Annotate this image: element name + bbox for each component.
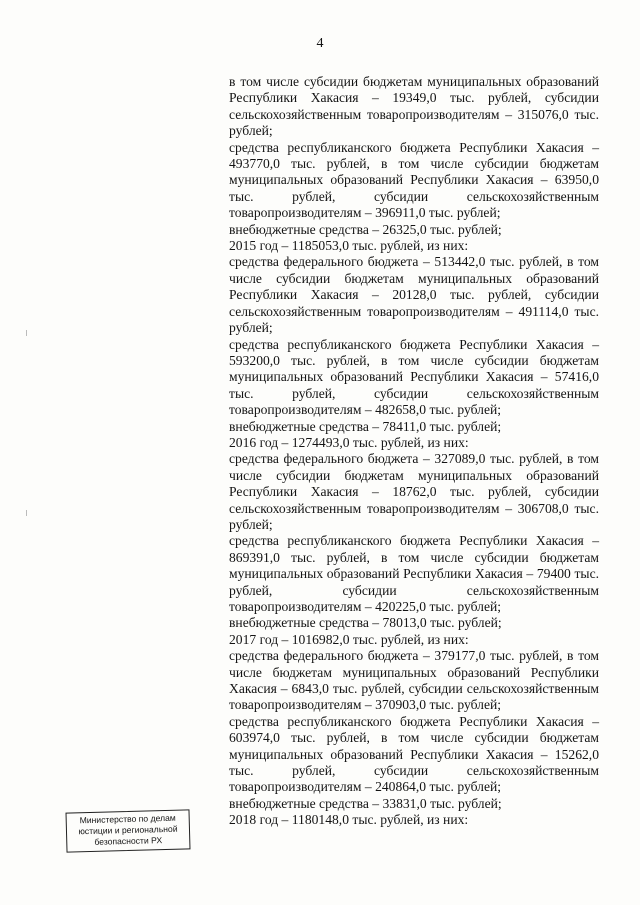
page-number: 4 (316, 36, 324, 51)
paragraph: средства федерального бюджета – 379177,0 тыс. рублей, в том числе бюджетам муниципальных образований Республики Хакасия – 6843,0 тыс. рублей, субсидии сельскохозяйственным товаропроизводителям – 370903,0 тыс. рублей; (229, 648, 599, 713)
paragraph: внебюджетные средства – 26325,0 тыс. рублей; (229, 221, 502, 237)
paragraph: 2017 год – 1016982,0 тыс. рублей, из них: (229, 631, 469, 647)
paragraph: внебюджетные средства – 33831,0 тыс. рублей; (229, 795, 502, 811)
document-body (229, 74, 599, 829)
ministry-stamp (65, 809, 190, 852)
paragraph: средства федерального бюджета – 327089,0 тыс. рублей, в том числе субсидии бюджетам муниципальных образований Республики Хакасия – 18762,0 тыс. рублей, субсидии сельскохозяйственным товаропроизводителям – 306708,0 тыс. рублей; (229, 451, 599, 532)
paragraph: в том числе субсидии бюджетам муниципальных образований Республики Хакасия – 19349,0 тыс. рублей, субсидии сельскохозяйственным товаропроизводителям – 315076,0 тыс. рублей; (229, 74, 599, 139)
paragraph: 2016 год – 1274493,0 тыс. рублей, из них: (229, 434, 469, 450)
paragraph: внебюджетные средства – 78013,0 тыс. рублей; (229, 615, 502, 631)
paragraph: внебюджетные средства – 78411,0 тыс. рублей; (229, 418, 502, 434)
margin-mark (26, 510, 27, 516)
stamp-line: безопасности РХ (94, 835, 163, 847)
paragraph: средства республиканского бюджета Республики Хакасия – 493770,0 тыс. рублей, в том числе субсидии бюджетам муниципальных образований Республики Хакасия – 63950,0 тыс. рублей, субсидии сельскохозяйственным товаропроизводителям – 396911,0 тыс. рублей; (229, 139, 599, 221)
paragraph: 2018 год – 1180148,0 тыс. рублей, из них: (229, 812, 469, 828)
paragraph: 2015 год – 1185053,0 тыс. рублей, из них: (229, 238, 469, 254)
paragraph: средства федерального бюджета – 513442,0 тыс. рублей, в том числе субсидии бюджетам муниципальных образований Республики Хакасия – 20128,0 тыс. рублей, субсидии сельскохозяйственным товаропроизводителям – 491114,0 тыс. рублей; (229, 254, 599, 336)
margin-mark (26, 330, 27, 336)
paragraph: средства республиканского бюджета Республики Хакасия – 593200,0 тыс. рублей, в том числе субсидии бюджетам муниципальных образований Республики Хакасия – 57416,0 тыс. рублей, субсидии сельскохозяйственным товаропроизводителям – 482658,0 тыс. рублей; (229, 336, 599, 418)
stamp-line: Министерство по делам (79, 812, 176, 826)
paragraph: средства республиканского бюджета Республики Хакасия – 603974,0 тыс. рублей, в том числе субсидии бюджетам муниципальных образований Республики Хакасия – 15262,0 тыс. рублей, субсидии сельскохозяйственным товаропроизводителям – 240864,0 тыс. рублей; (229, 713, 599, 795)
stamp-line: юстиции и региональной (78, 823, 178, 837)
paragraph: средства республиканского бюджета Республики Хакасия – 869391,0 тыс. рублей, в том числе субсидии бюджетам муниципальных образований Республики Хакасия – 79400 тыс. рублей, субсидии сельскохозяйственным товаропроизводителям – 420225,0 тыс. рублей; (229, 533, 599, 614)
